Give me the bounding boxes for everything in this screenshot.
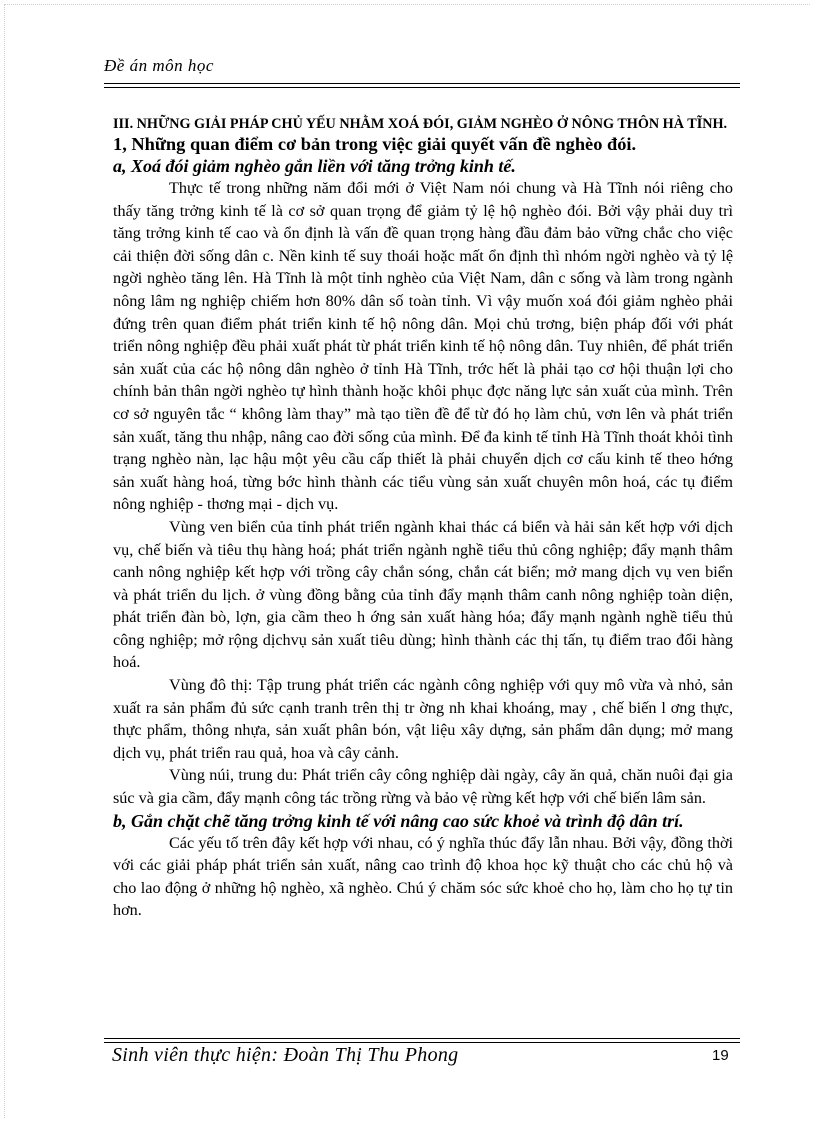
paragraph: Vùng ven biển của tỉnh phát triển ngành khai thác cá biển và hải sản kết hợp với dịch vụ, chế biến và tiêu thụ hàng hoá; phát triển ngành nghề tiểu thủ công nghiệp; đẩy mạnh thâm canh nông nghiệp kết hợp với trồng cây chắn sóng, chắn cát biển; mở mang dịch vụ ven biển và phát triển du lịch. ở vùng đồng bằng của tỉnh đẩy mạnh thâm canh nông nghiệp toàn diện, phát triển đàn bò, lợn, gia cầm theo h ớng sản xuất hàng hóa; đẩy mạnh ngành nghề tiểu thủ công nghiệp; mở rộng dịchvụ sản xuất tiêu dùng; hình thành các thị tấn, tụ điểm trao đổi hàng hoá.	[113, 517, 733, 672]
page-number: 19	[712, 1047, 729, 1064]
paragraph: Thực tế trong những năm đổi mới ở Việt Nam nói chung và Hà Tĩnh nói riêng cho thấy tăng trởng kinh tế là cơ sở quan trọng để giảm tỷ lệ hộ nghèo đói. Bởi vậy phải duy trì tăng trởng kinh tế cao và ổn định là vấn đề quan trọng hàng đầu đảm bảo vững chắc cho việc cải thiện đời sống dân c. Nền kinh tế suy thoái hoặc mất ổn định thì nhóm ngời nghèo và tỷ lệ ngời nghèo tăng lên. Hà Tĩnh là một tỉnh nghèo của Việt Nam, dân c sống và làm trong ngành nông lâm ng nghiệp chiếm hơn 80% dân số toàn tỉnh. Vì vậy muốn xoá đói giảm nghèo phải đứng trên quan điểm phát triển kinh tế hộ nông dân. Mọi chủ trơng, biện pháp đối với phát triển nông nghiệp đều phải xuất phát từ phát triển kinh tế hộ nông dân. Tuy nhiên, để phát triển sản xuất của các hộ nông dân nghèo ở tỉnh Hà Tĩnh, trớc hết là phải tạo cơ hội thuận lợi cho chính bản thân ngời nghèo tự hình thành hoặc khôi phục đợc năng lực sản xuất của mình. Trên cơ sở nguyên tắc “ không làm thay” mà tạo tiền đề để từ đó họ làm chủ, vơn lên và phát triển sản xuất, tăng thu nhập, nâng cao đời sống của mình. Để đa kinh tế tỉnh Hà Tĩnh thoát khỏi tình trạng nghèo nàn, lạc hậu một yêu cầu cấp thiết là phải chuyển dịch cơ cấu kinh tế theo hớng sản xuất hàng hoá, từng bớc hình thành các tiểu vùng sản xuất chuyên môn hoá, các tụ điểm nông nghiệp - thơng mại - dịch vụ.	[113, 179, 733, 514]
footer-signature: Sinh viên thực hiện: Đoàn Thị Thu Phong	[112, 1044, 459, 1066]
header-rule	[104, 83, 740, 88]
footer-rule	[104, 1038, 740, 1043]
paragraph: Các yếu tố trên đây kết hợp với nhau, có ý nghĩa thúc đẩy lẫn nhau. Bởi vậy, đồng thời với các giải pháp phát triển sản xuất, nâng cao trình độ khoa học kỹ thuật cho các chủ hộ và cho lao động ở những hộ nghèo, xã nghèo. Chú ý chăm sóc sức khoẻ cho họ, làm cho họ tự tin hơn.	[113, 833, 733, 920]
paragraph: Vùng núi, trung du: Phát triển cây công nghiệp dài ngày, cây ăn quả, chăn nuôi đại gia súc và gia cầm, đẩy mạnh công tác trồng rừng và bảo vệ rừng kết hợp với chế biến lâm sản.	[113, 766, 733, 808]
subheading: 1, Những quan điểm cơ bản trong việc giải quyết vấn đề nghèo đói.	[113, 134, 637, 154]
part-b-title: b, Gắn chặt chẽ tăng trởng kinh tế với nâng cao sức khoẻ và trình độ dân trí.	[113, 810, 684, 831]
part-a-title: a, Xoá đói giảm nghèo gắn liền với tăng trởng kinh tế.	[113, 156, 516, 176]
section-heading: III. NHỮNG GIẢI PHÁP CHỦ YẾU NHẰM XOÁ ĐÓI, GIẢM NGHÈO Ở NÔNG THÔN HÀ TĨNH.	[113, 116, 728, 132]
header-title: Đề án môn học	[104, 56, 214, 75]
paragraph: Vùng đô thị: Tập trung phát triển các ngành công nghiệp với quy mô vừa và nhỏ, sản xuất ra sản phẩm đủ sức cạnh tranh trên thị tr ờng nh khai khoáng, may , chế biến l ơng thực, thực phẩm, thông nhựa, sản xuất phân bón, vật liệu xây dựng, sản phẩm dân dụng; mở mang dịch vụ, phát triển rau quả, hoa và cây cảnh.	[113, 676, 733, 762]
document-body	[113, 116, 733, 922]
